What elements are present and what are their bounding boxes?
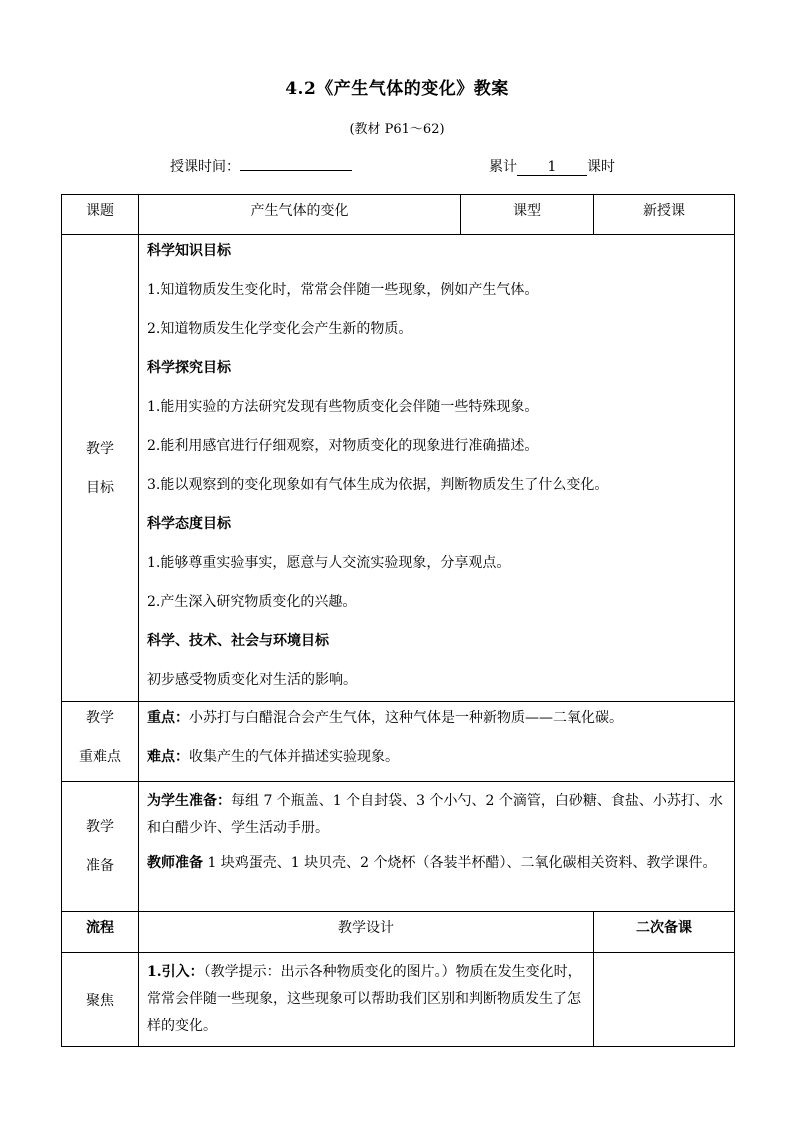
student-preparation-text: 每组 7 个瓶盖、1 个自封袋、3 个小勺、2 个滴管，白砂糖、食盐、小苏打、水和白醋少许、学生活动手册。 <box>147 793 723 836</box>
key-points-label-line2: 重难点 <box>79 749 121 765</box>
lesson-time-field[interactable] <box>240 170 352 171</box>
preparation-label <box>62 782 139 912</box>
lesson-count-unit: 课时 <box>587 159 615 175</box>
attitude-goal-2: 2.产生深入研究物质变化的兴趣。 <box>147 594 357 610</box>
key-points-label <box>62 702 139 782</box>
document-title: 4.2《产生气体的变化》教案 <box>285 79 509 99</box>
focus-intro-heading: 1.引入： <box>147 964 204 980</box>
focus-row <box>62 953 735 1047</box>
preparation-label-line2: 准备 <box>86 858 114 874</box>
lesson-time-label: 授课时间： <box>170 159 240 175</box>
attitude-goal-heading: 科学态度目标 <box>147 516 231 532</box>
student-preparation <box>147 788 726 842</box>
student-preparation-heading: 为学生准备： <box>147 793 231 809</box>
teacher-preparation <box>147 850 726 877</box>
lesson-count-value[interactable]: 1 <box>517 159 587 176</box>
lesson-type-label: 课型 <box>461 195 594 235</box>
flow-design-header: 教学设计 <box>139 912 594 953</box>
focus-label: 聚焦 <box>62 953 139 1047</box>
key-point-text: 小苏打与白醋混合会产生气体，这种气体是一种新物质——二氧化碳。 <box>189 710 623 726</box>
key-points-content <box>139 702 735 782</box>
flow-process-header: 流程 <box>62 912 139 953</box>
attitude-goal-1: 1.能够尊重实验事实，愿意与人交流实验现象，分享观点。 <box>147 555 511 571</box>
key-point <box>147 708 726 728</box>
focus-intro <box>147 959 585 1040</box>
inquiry-goal-heading: 科学探究目标 <box>147 360 231 376</box>
goals-row <box>62 235 735 702</box>
knowledge-goal-1: 1.知道物质发生变化时，常常会伴随一些现象，例如产生气体。 <box>147 282 539 298</box>
topic-label: 课题 <box>62 195 139 235</box>
lesson-count-label: 累计 <box>489 159 517 175</box>
preparation-content <box>139 782 735 912</box>
focus-second-prep-cell[interactable] <box>594 953 735 1047</box>
goals-label-line1: 教学 <box>86 440 114 457</box>
textbook-pages: (教材 P61～62) <box>349 122 445 137</box>
flow-header-row <box>62 912 735 953</box>
teacher-preparation-heading: 教师准备 <box>147 855 203 871</box>
topic-value: 产生气体的变化 <box>139 195 461 235</box>
preparation-label-line1: 教学 <box>86 819 114 835</box>
knowledge-goal-2: 2.知道物质发生化学变化会产生新的物质。 <box>147 321 413 337</box>
teacher-preparation-text: 1 块鸡蛋壳、1 块贝壳、2 个烧杯（各装半杯醋）、二氧化碳相关资料、教学课件。 <box>203 855 717 871</box>
goals-content <box>139 235 735 702</box>
flow-second-prep-header: 二次备课 <box>594 912 735 953</box>
inquiry-goal-1: 1.能用实验的方法研究发现有些物质变化会伴随一些特殊现象。 <box>147 399 539 415</box>
key-points-row <box>62 702 735 782</box>
difficult-point <box>147 747 726 767</box>
lesson-time <box>170 156 352 176</box>
focus-intro-text: （教学提示：出示各种物质变化的图片。）物质在发生变化时，常常会伴随一些现象，这些现象可以帮助我们区别和判断物质发生了怎样的变化。 <box>147 964 582 1034</box>
topic-row <box>62 195 735 235</box>
lesson-count <box>489 156 615 176</box>
preparation-row <box>62 782 735 912</box>
difficult-point-heading: 难点： <box>147 749 189 765</box>
lesson-type-value: 新授课 <box>594 195 735 235</box>
key-point-heading: 重点： <box>147 710 189 726</box>
key-points-label-line1: 教学 <box>86 710 114 726</box>
inquiry-goal-3: 3.能以观察到的变化现象如有气体生成为依据，判断物质发生了什么变化。 <box>147 477 609 493</box>
stse-goal-1: 初步感受物质变化对生活的影响。 <box>147 672 357 688</box>
difficult-point-text: 收集产生的气体并描述实验现象。 <box>189 749 399 765</box>
goals-label <box>62 235 139 702</box>
goals-label-line2: 目标 <box>86 479 114 496</box>
lesson-plan-table <box>61 194 735 1047</box>
focus-content <box>139 953 594 1047</box>
inquiry-goal-2: 2.能利用感官进行仔细观察，对物质变化的现象进行准确描述。 <box>147 438 539 454</box>
knowledge-goal-heading: 科学知识目标 <box>147 243 231 259</box>
stse-goal-heading: 科学、技术、社会与环境目标 <box>147 633 329 649</box>
